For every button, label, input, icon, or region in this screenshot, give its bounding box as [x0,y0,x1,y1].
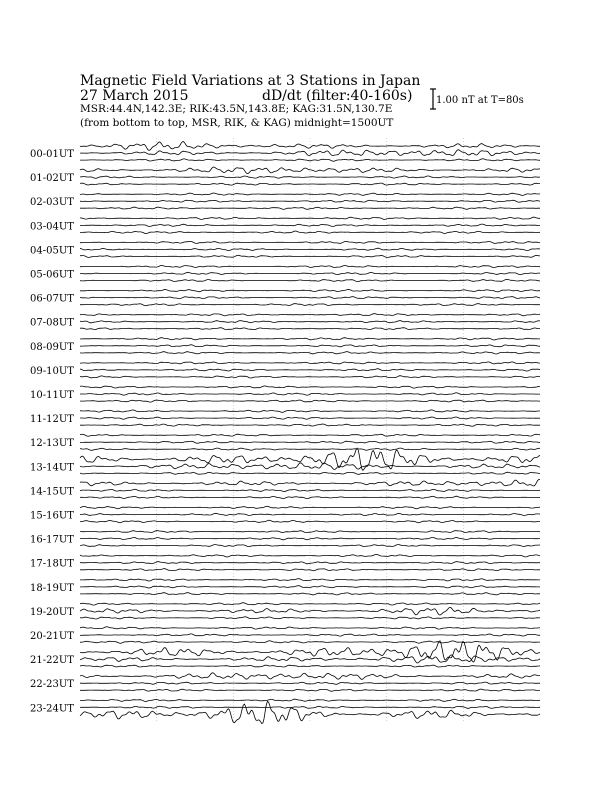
trace-RIK-22-23UT [80,682,540,684]
row-label-04-05UT: 04-05UT [30,245,74,257]
row-label-20-21UT: 20-21UT [30,631,74,642]
trace-KAG-00-01UT [80,142,540,151]
row-label-00-01UT: 00-01UT [30,149,74,160]
row-label-15-16UT: 15-16UT [30,510,74,522]
row-label-23-24UT: 23-24UT [30,703,74,715]
chart-title: Magnetic Field Variations at 3 Stations in Japan [80,73,421,89]
row-label-10-11UT: 10-11UT [30,390,74,401]
trace-RIK-06-07UT [80,297,540,299]
trace-MSR-09-10UT [80,376,540,378]
trace-MSR-10-11UT [80,400,540,402]
trace-RIK-19-20UT [80,607,540,615]
trace-KAG-15-16UT [80,506,540,508]
trace-RIK-20-21UT [80,634,540,636]
row-label-05-06UT: 05-06UT [30,269,74,281]
station-order-note: (from bottom to top, MSR, RIK, & KAG) midnight=1500UT [80,117,394,129]
row-label-21-22UT: 21-22UT [30,655,74,667]
trace-MSR-11-12UT [80,424,540,426]
row-label-14-15UT: 14-15UT [30,486,74,498]
row-label-19-20UT: 19-20UT [30,606,74,618]
chart-date: 27 March 2015 [80,88,189,104]
row-label-09-10UT: 09-10UT [30,365,74,377]
scale-bar-label: 1.00 nT at T=80s [436,95,524,106]
row-label-17-18UT: 17-18UT [30,558,74,570]
row-label-18-19UT: 18-19UT [30,582,74,594]
row-label-13-14UT: 13-14UT [30,462,74,474]
chart-variable: dD/dt (filter:40-160s) [262,88,413,104]
trace-KAG-17-18UT [80,554,540,557]
trace-MSR-13-14UT [80,472,540,474]
trace-RIK-07-08UT [80,321,540,323]
trace-KAG-08-09UT [80,338,540,340]
station-coordinates: MSR:44.4N,142.3E; RIK:43.5N,143.8E; KAG:31.5N,130.7E [80,103,393,115]
row-label-08-09UT: 08-09UT [30,341,74,353]
row-label-02-03UT: 02-03UT [30,197,74,209]
row-label-16-17UT: 16-17UT [30,534,74,546]
trace-RIK-23-24UT [80,706,540,708]
row-label-01-02UT: 01-02UT [30,173,74,185]
row-label-12-13UT: 12-13UT [30,438,74,450]
row-label-03-04UT: 03-04UT [30,221,74,233]
trace-MSR-12-13UT [80,448,540,450]
row-label-11-12UT: 11-12UT [30,414,74,426]
trace-RIK-04-05UT [80,248,540,250]
row-label-07-08UT: 07-08UT [30,317,74,329]
trace-MSR-22-23UT [80,689,540,691]
row-label-06-07UT: 06-07UT [30,293,74,305]
trace-RIK-05-06UT [80,272,540,274]
row-label-22-23UT: 22-23UT [30,679,74,691]
trace-KAG-05-06UT [80,265,540,267]
trace-KAG-09-10UT [80,362,540,364]
trace-KAG-04-05UT [80,241,540,243]
